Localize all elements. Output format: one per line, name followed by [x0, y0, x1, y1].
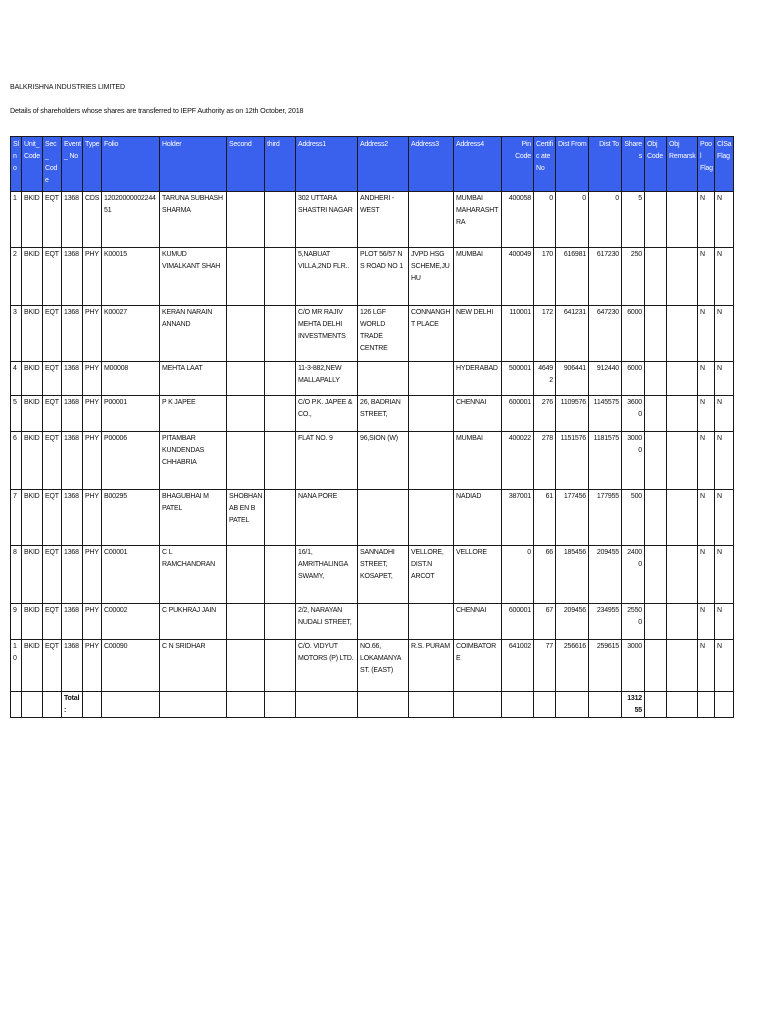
- cell-holder: MEHTA LAAT: [160, 362, 227, 396]
- cell-obj-remark: [667, 640, 698, 692]
- cell-type: PHY: [83, 640, 102, 692]
- cell-third: [265, 192, 296, 248]
- cell-address2: [358, 604, 409, 640]
- column-header-address3: Address3: [409, 137, 454, 192]
- total-empty-cell: [667, 692, 698, 718]
- cell-second: [227, 192, 265, 248]
- table-row: [11, 490, 734, 546]
- cell-clsa-flag: N: [715, 640, 734, 692]
- cell-clsa-flag: N: [715, 396, 734, 432]
- cell-dist-from: 1109576: [556, 396, 589, 432]
- column-header-shares: Shares: [622, 137, 645, 192]
- cell-folio: P00001: [102, 396, 160, 432]
- cell-shares: 24000: [622, 546, 645, 604]
- cell-sec-code: EQT: [43, 306, 62, 362]
- cell-type: PHY: [83, 248, 102, 306]
- cell-obj-code: [645, 432, 667, 490]
- cell-holder: TARUNA SUBHASH SHARMA: [160, 192, 227, 248]
- cell-clsa-flag: N: [715, 604, 734, 640]
- cell-pool-flag: N: [698, 640, 715, 692]
- total-empty-cell: [43, 692, 62, 718]
- total-empty-cell: [358, 692, 409, 718]
- cell-address4: MUMBAI: [454, 248, 502, 306]
- total-empty-cell: [102, 692, 160, 718]
- cell-address2: 96,SION (W): [358, 432, 409, 490]
- cell-address2: 26, BADRIAN STREET,: [358, 396, 409, 432]
- cell-sec-code: EQT: [43, 192, 62, 248]
- cell-address3: [409, 192, 454, 248]
- cell-dist-to: 234955: [589, 604, 622, 640]
- cell-second: [227, 546, 265, 604]
- cell-certificate-no: 66: [534, 546, 556, 604]
- cell-address4: VELLORE: [454, 546, 502, 604]
- cell-pin-code: 387001: [502, 490, 534, 546]
- cell-unit-code: BKID: [22, 640, 43, 692]
- cell-clsa-flag: N: [715, 546, 734, 604]
- cell-folio: 1202000000224451: [102, 192, 160, 248]
- cell-second: SHOBHANAB EN B PATEL: [227, 490, 265, 546]
- cell-sec-code: EQT: [43, 248, 62, 306]
- document-subtitle: Details of shareholders whose shares are transferred to IEPF Authority as on 12th October, 2018: [10, 106, 304, 115]
- column-header-slno: Sln o: [11, 137, 22, 192]
- table-row: [11, 546, 734, 604]
- cell-dist-to: 177955: [589, 490, 622, 546]
- cell-slno: 2: [11, 248, 22, 306]
- table-row: [11, 396, 734, 432]
- cell-address3: [409, 432, 454, 490]
- cell-slno: 9: [11, 604, 22, 640]
- cell-folio: K00015: [102, 248, 160, 306]
- cell-type: PHY: [83, 306, 102, 362]
- table-row: [11, 306, 734, 362]
- cell-pool-flag: N: [698, 546, 715, 604]
- cell-obj-code: [645, 546, 667, 604]
- cell-pin-code: 110001: [502, 306, 534, 362]
- column-header-pin-code: Pin Code: [502, 137, 534, 192]
- cell-sec-code: EQT: [43, 640, 62, 692]
- total-empty-cell: [454, 692, 502, 718]
- cell-clsa-flag: N: [715, 432, 734, 490]
- cell-pool-flag: N: [698, 306, 715, 362]
- total-empty-cell: [227, 692, 265, 718]
- cell-unit-code: BKID: [22, 396, 43, 432]
- cell-folio: C00001: [102, 546, 160, 604]
- cell-sec-code: EQT: [43, 362, 62, 396]
- cell-dist-to: 0: [589, 192, 622, 248]
- table-header: [11, 137, 734, 192]
- column-header-address4: Address4: [454, 137, 502, 192]
- header-row: [11, 137, 734, 192]
- table-row: [11, 248, 734, 306]
- cell-address4: CHENNAI: [454, 396, 502, 432]
- cell-sec-code: EQT: [43, 432, 62, 490]
- total-empty-cell: [502, 692, 534, 718]
- cell-obj-code: [645, 604, 667, 640]
- cell-type: PHY: [83, 604, 102, 640]
- cell-obj-remark: [667, 432, 698, 490]
- cell-slno: 8: [11, 546, 22, 604]
- cell-pin-code: 400022: [502, 432, 534, 490]
- cell-second: [227, 396, 265, 432]
- cell-event-no: 1368: [62, 306, 83, 362]
- cell-pin-code: 0: [502, 546, 534, 604]
- total-empty-cell: [83, 692, 102, 718]
- cell-address1: 2/2, NARAYAN NUDALI STREET,: [296, 604, 358, 640]
- cell-clsa-flag: N: [715, 192, 734, 248]
- column-header-dist-from: Dist From: [556, 137, 589, 192]
- cell-third: [265, 604, 296, 640]
- column-header-event-no: Event_ No: [62, 137, 83, 192]
- cell-unit-code: BKID: [22, 432, 43, 490]
- cell-third: [265, 362, 296, 396]
- cell-obj-remark: [667, 306, 698, 362]
- cell-obj-code: [645, 192, 667, 248]
- cell-address2: [358, 490, 409, 546]
- cell-event-no: 1368: [62, 396, 83, 432]
- cell-pool-flag: N: [698, 604, 715, 640]
- cell-slno: 7: [11, 490, 22, 546]
- cell-address1: 11-3-882,NEW MALLAPALLY: [296, 362, 358, 396]
- total-empty-cell: [22, 692, 43, 718]
- cell-address3: [409, 604, 454, 640]
- cell-obj-remark: [667, 192, 698, 248]
- cell-type: PHY: [83, 396, 102, 432]
- cell-obj-remark: [667, 396, 698, 432]
- cell-third: [265, 248, 296, 306]
- table-row: [11, 604, 734, 640]
- cell-shares: 25500: [622, 604, 645, 640]
- cell-shares: 250: [622, 248, 645, 306]
- column-header-obj-code: Obj Code: [645, 137, 667, 192]
- cell-obj-remark: [667, 546, 698, 604]
- column-header-third: third: [265, 137, 296, 192]
- cell-dist-from: 616981: [556, 248, 589, 306]
- cell-address1: NANA PORE: [296, 490, 358, 546]
- cell-event-no: 1368: [62, 192, 83, 248]
- cell-clsa-flag: N: [715, 306, 734, 362]
- cell-obj-remark: [667, 604, 698, 640]
- cell-certificate-no: 172: [534, 306, 556, 362]
- cell-certificate-no: 278: [534, 432, 556, 490]
- cell-dist-to: 259615: [589, 640, 622, 692]
- cell-address3: CONNANGHT PLACE: [409, 306, 454, 362]
- cell-address1: C/O MR RAJIV MEHTA DELHI INVESTMENTS: [296, 306, 358, 362]
- column-header-type: Type: [83, 137, 102, 192]
- cell-unit-code: BKID: [22, 362, 43, 396]
- shareholders-table: [10, 136, 734, 718]
- cell-address1: FLAT NO. 9: [296, 432, 358, 490]
- cell-address1: 5,NABUAT VILLA,2ND FLR..: [296, 248, 358, 306]
- cell-folio: B00295: [102, 490, 160, 546]
- cell-dist-from: 906441: [556, 362, 589, 396]
- cell-address2: NO.66, LOKAMANYA ST. (EAST): [358, 640, 409, 692]
- cell-event-no: 1368: [62, 604, 83, 640]
- cell-pool-flag: N: [698, 192, 715, 248]
- cell-second: [227, 248, 265, 306]
- cell-slno: 10: [11, 640, 22, 692]
- cell-type: PHY: [83, 490, 102, 546]
- cell-second: [227, 432, 265, 490]
- cell-address3: VELLORE, DIST.N ARCOT: [409, 546, 454, 604]
- cell-obj-remark: [667, 362, 698, 396]
- cell-slno: 5: [11, 396, 22, 432]
- cell-folio: K00027: [102, 306, 160, 362]
- column-header-sec-code: Sec_ Code: [43, 137, 62, 192]
- cell-dist-from: 0: [556, 192, 589, 248]
- total-empty-cell: [715, 692, 734, 718]
- column-header-certificate-no: Certific ate No: [534, 137, 556, 192]
- cell-third: [265, 490, 296, 546]
- cell-unit-code: BKID: [22, 192, 43, 248]
- cell-pool-flag: N: [698, 490, 715, 546]
- cell-pool-flag: N: [698, 248, 715, 306]
- column-header-pool-flag: Pool Flag: [698, 137, 715, 192]
- cell-address1: 16/1, AMRITHALINGA SWAMY,: [296, 546, 358, 604]
- column-header-unit-code: Unit_ Code: [22, 137, 43, 192]
- cell-address3: JVPD HSG SCHEME,JUHU: [409, 248, 454, 306]
- column-header-address2: Address2: [358, 137, 409, 192]
- cell-second: [227, 362, 265, 396]
- cell-slno: 3: [11, 306, 22, 362]
- cell-obj-remark: [667, 490, 698, 546]
- cell-obj-code: [645, 640, 667, 692]
- cell-slno: 6: [11, 432, 22, 490]
- cell-third: [265, 432, 296, 490]
- cell-shares: 36000: [622, 396, 645, 432]
- cell-third: [265, 396, 296, 432]
- cell-address4: MUMBAI: [454, 432, 502, 490]
- cell-type: CDS: [83, 192, 102, 248]
- cell-dist-to: 1181575: [589, 432, 622, 490]
- total-empty-cell: [265, 692, 296, 718]
- cell-certificate-no: 0: [534, 192, 556, 248]
- cell-certificate-no: 61: [534, 490, 556, 546]
- cell-address4: HYDERABAD: [454, 362, 502, 396]
- cell-event-no: 1368: [62, 432, 83, 490]
- cell-dist-from: 256616: [556, 640, 589, 692]
- total-empty-cell: [589, 692, 622, 718]
- cell-folio: M00008: [102, 362, 160, 396]
- cell-pin-code: 400058: [502, 192, 534, 248]
- cell-event-no: 1368: [62, 640, 83, 692]
- total-row: [11, 692, 734, 718]
- column-header-address1: Address1: [296, 137, 358, 192]
- cell-folio: C00090: [102, 640, 160, 692]
- cell-clsa-flag: N: [715, 490, 734, 546]
- cell-clsa-flag: N: [715, 362, 734, 396]
- cell-dist-from: 1151576: [556, 432, 589, 490]
- cell-shares: 5: [622, 192, 645, 248]
- cell-address2: [358, 362, 409, 396]
- cell-address4: NADIAD: [454, 490, 502, 546]
- cell-holder: C PUKHRAJ JAIN: [160, 604, 227, 640]
- cell-second: [227, 604, 265, 640]
- column-header-holder: Holder: [160, 137, 227, 192]
- cell-address2: 126 LGF WORLD TRADE CENTRE: [358, 306, 409, 362]
- cell-certificate-no: 170: [534, 248, 556, 306]
- cell-sec-code: EQT: [43, 546, 62, 604]
- cell-type: PHY: [83, 432, 102, 490]
- cell-obj-code: [645, 306, 667, 362]
- cell-address4: MUMBAI MAHARASHTRA: [454, 192, 502, 248]
- cell-dist-from: 177456: [556, 490, 589, 546]
- total-empty-cell: [534, 692, 556, 718]
- cell-holder: C L RAMCHANDRAN: [160, 546, 227, 604]
- column-header-obj-remark: Obj Remarsk: [667, 137, 698, 192]
- cell-obj-code: [645, 490, 667, 546]
- cell-holder: BHAGUBHAI M PATEL: [160, 490, 227, 546]
- cell-event-no: 1368: [62, 546, 83, 604]
- column-header-clsa-flag: ClSa Flag: [715, 137, 734, 192]
- cell-shares: 500: [622, 490, 645, 546]
- cell-folio: C00002: [102, 604, 160, 640]
- cell-address3: R.S. PURAM: [409, 640, 454, 692]
- cell-sec-code: EQT: [43, 396, 62, 432]
- cell-second: [227, 640, 265, 692]
- table-body: [11, 192, 734, 692]
- cell-address1: C/O. VIDYUT MOTORS (P) LTD.: [296, 640, 358, 692]
- cell-address2: SANNADHI STREET, KOSAPET,: [358, 546, 409, 604]
- cell-folio: P00006: [102, 432, 160, 490]
- cell-address4: COIMBATORE: [454, 640, 502, 692]
- cell-pool-flag: N: [698, 432, 715, 490]
- cell-obj-code: [645, 396, 667, 432]
- cell-dist-from: 641231: [556, 306, 589, 362]
- total-empty-cell: [645, 692, 667, 718]
- cell-address4: NEW DELHI: [454, 306, 502, 362]
- cell-event-no: 1368: [62, 490, 83, 546]
- total-empty-cell: [698, 692, 715, 718]
- cell-unit-code: BKID: [22, 248, 43, 306]
- cell-dist-to: 1145575: [589, 396, 622, 432]
- cell-pool-flag: N: [698, 362, 715, 396]
- cell-pin-code: 641002: [502, 640, 534, 692]
- cell-address3: [409, 396, 454, 432]
- cell-type: PHY: [83, 362, 102, 396]
- table-row: [11, 192, 734, 248]
- table-row: [11, 640, 734, 692]
- total-empty-cell: [160, 692, 227, 718]
- cell-address3: [409, 490, 454, 546]
- table-row: [11, 432, 734, 490]
- cell-third: [265, 546, 296, 604]
- cell-slno: 4: [11, 362, 22, 396]
- cell-holder: C N SRIDHAR: [160, 640, 227, 692]
- cell-certificate-no: 276: [534, 396, 556, 432]
- cell-shares: 3000: [622, 640, 645, 692]
- cell-dist-to: 617230: [589, 248, 622, 306]
- cell-obj-code: [645, 248, 667, 306]
- total-empty-cell: [11, 692, 22, 718]
- cell-clsa-flag: N: [715, 248, 734, 306]
- cell-unit-code: BKID: [22, 490, 43, 546]
- column-header-dist-to: Dist To: [589, 137, 622, 192]
- total-empty-cell: [409, 692, 454, 718]
- cell-address1: 302 UTTARA SHASTRI NAGAR: [296, 192, 358, 248]
- column-header-folio: Folio: [102, 137, 160, 192]
- cell-dist-from: 185456: [556, 546, 589, 604]
- cell-holder: P K JAPEE: [160, 396, 227, 432]
- cell-certificate-no: 46492: [534, 362, 556, 396]
- cell-sec-code: EQT: [43, 490, 62, 546]
- column-header-second: Second: [227, 137, 265, 192]
- cell-third: [265, 306, 296, 362]
- cell-address3: [409, 362, 454, 396]
- cell-holder: PITAMBAR KUNDENDAS CHHABRIA: [160, 432, 227, 490]
- company-name: BALKRISHNA INDUSTRIES LIMITED: [10, 84, 125, 91]
- cell-address1: C/O P.K. JAPEE & CO.,: [296, 396, 358, 432]
- cell-obj-remark: [667, 248, 698, 306]
- table-row: [11, 362, 734, 396]
- total-shares: 131255: [622, 692, 645, 718]
- cell-pin-code: 400049: [502, 248, 534, 306]
- cell-unit-code: BKID: [22, 604, 43, 640]
- cell-certificate-no: 67: [534, 604, 556, 640]
- cell-holder: KUMUD VIMALKANT SHAH: [160, 248, 227, 306]
- cell-unit-code: BKID: [22, 306, 43, 362]
- cell-certificate-no: 77: [534, 640, 556, 692]
- cell-dist-to: 647230: [589, 306, 622, 362]
- total-empty-cell: [556, 692, 589, 718]
- cell-event-no: 1368: [62, 362, 83, 396]
- cell-pin-code: 500001: [502, 362, 534, 396]
- cell-sec-code: EQT: [43, 604, 62, 640]
- cell-address2: PLOT 56/57 N S ROAD NO 1: [358, 248, 409, 306]
- total-empty-cell: [296, 692, 358, 718]
- cell-third: [265, 640, 296, 692]
- cell-unit-code: BKID: [22, 546, 43, 604]
- cell-pool-flag: N: [698, 396, 715, 432]
- cell-shares: 6000: [622, 362, 645, 396]
- cell-shares: 6000: [622, 306, 645, 362]
- total-label: Total:: [62, 692, 83, 718]
- cell-address2: ANDHERI - WEST: [358, 192, 409, 248]
- cell-second: [227, 306, 265, 362]
- cell-pin-code: 600001: [502, 396, 534, 432]
- cell-type: PHY: [83, 546, 102, 604]
- cell-dist-to: 209455: [589, 546, 622, 604]
- cell-pin-code: 600001: [502, 604, 534, 640]
- cell-address4: CHENNAI: [454, 604, 502, 640]
- cell-shares: 30000: [622, 432, 645, 490]
- cell-slno: 1: [11, 192, 22, 248]
- table-footer: [11, 692, 734, 718]
- cell-event-no: 1368: [62, 248, 83, 306]
- cell-dist-to: 912440: [589, 362, 622, 396]
- cell-obj-code: [645, 362, 667, 396]
- cell-holder: KERAN NARAIN ANNAND: [160, 306, 227, 362]
- cell-dist-from: 209456: [556, 604, 589, 640]
